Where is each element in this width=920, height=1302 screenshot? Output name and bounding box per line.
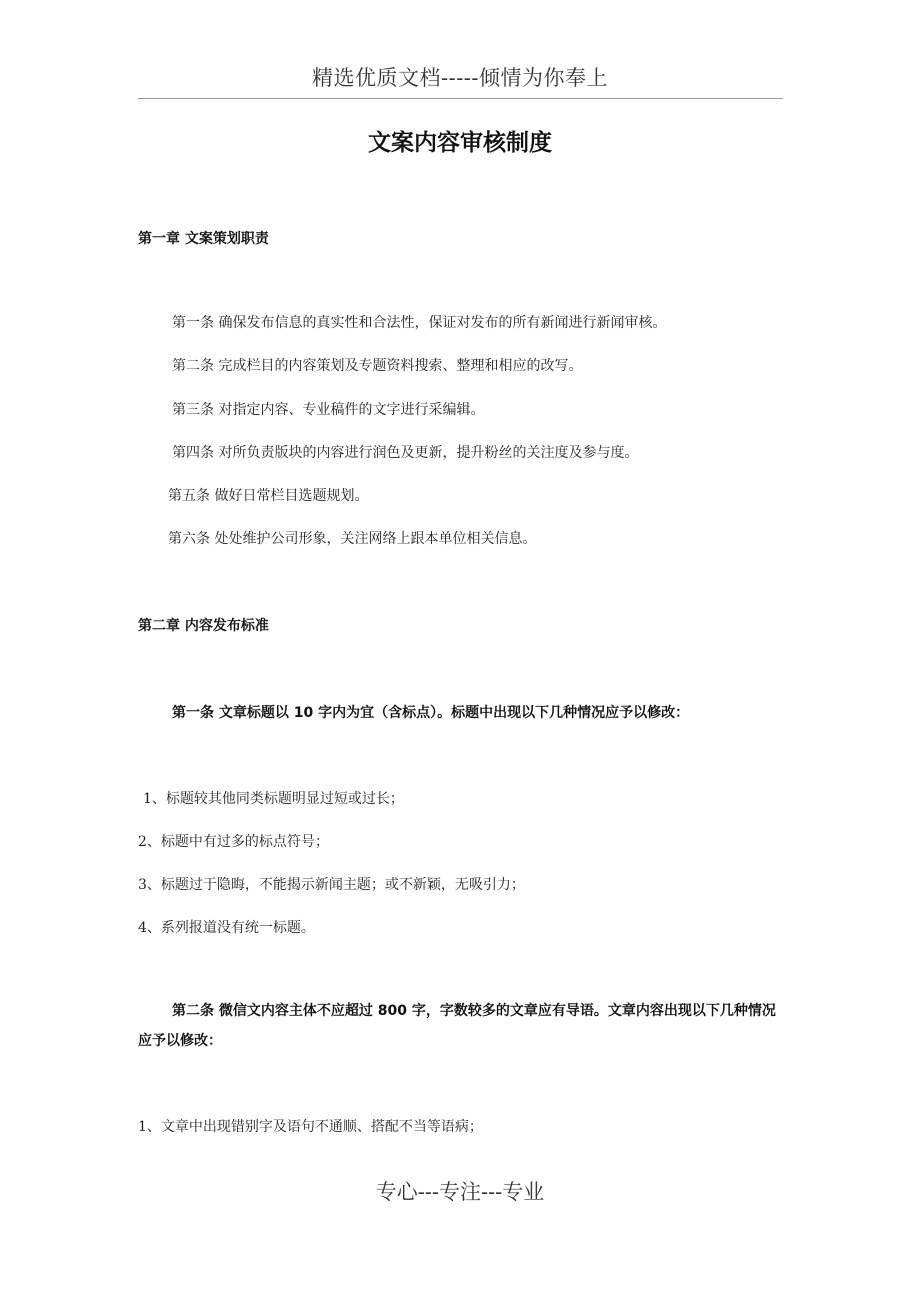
- chapter-1-article-2: 第二条 完成栏目的内容策划及专题资料搜索、整理和相应的改写。: [172, 358, 583, 374]
- chapter-2-article-2: 第二条 微信文内容主体不应超过 800 字，字数较多的文章应有导语。文章内容出现以下几种情况应予以修改：: [138, 1003, 776, 1049]
- chapter-1-article-6: 第六条 处处维护公司形象，关注网络上跟本单位相关信息。: [168, 531, 537, 547]
- article-1-item-4: 4、系列报道没有统一标题。: [138, 920, 315, 936]
- page-header: 精选优质文档-----倾情为你奉上: [312, 66, 608, 90]
- chapter-1-article-5: 第五条 做好日常栏目选题规划。: [168, 488, 369, 504]
- chapter-1-article-4: 第四条 对所负责版块的内容进行润色及更新，提升粉丝的关注度及参与度。: [172, 445, 639, 461]
- chapter-1-article-1: 第一条 确保发布信息的真实性和合法性，保证对发布的所有新闻进行新闻审核。: [172, 315, 667, 331]
- article-1-item-1: 1、标题较其他同类标题明显过短或过长；: [143, 791, 404, 807]
- header-divider: [138, 98, 783, 99]
- document-title: 文案内容审核制度: [368, 130, 552, 156]
- chapter-2-article-1: 第一条 文章标题以 10 字内为宜（含标点）。标题中出现以下几种情况应予以修改：: [172, 705, 690, 721]
- article-1-item-3: 3、标题过于隐晦，不能揭示新闻主题；或不新颖，无吸引力；: [138, 877, 525, 893]
- article-1-item-2: 2、标题中有过多的标点符号；: [138, 834, 329, 850]
- chapter-1-article-3: 第三条 对指定内容、专业稿件的文字进行采编辑。: [172, 402, 485, 418]
- page-footer: 专心---专注---专业: [375, 1180, 545, 1204]
- article-2-item-1: 1、文章中出现错别字及语句不通顺、搭配不当等语病；: [138, 1119, 483, 1135]
- chapter-2-heading: 第二章 内容发布标准: [138, 618, 269, 634]
- chapter-1-heading: 第一章 文案策划职责: [138, 231, 269, 247]
